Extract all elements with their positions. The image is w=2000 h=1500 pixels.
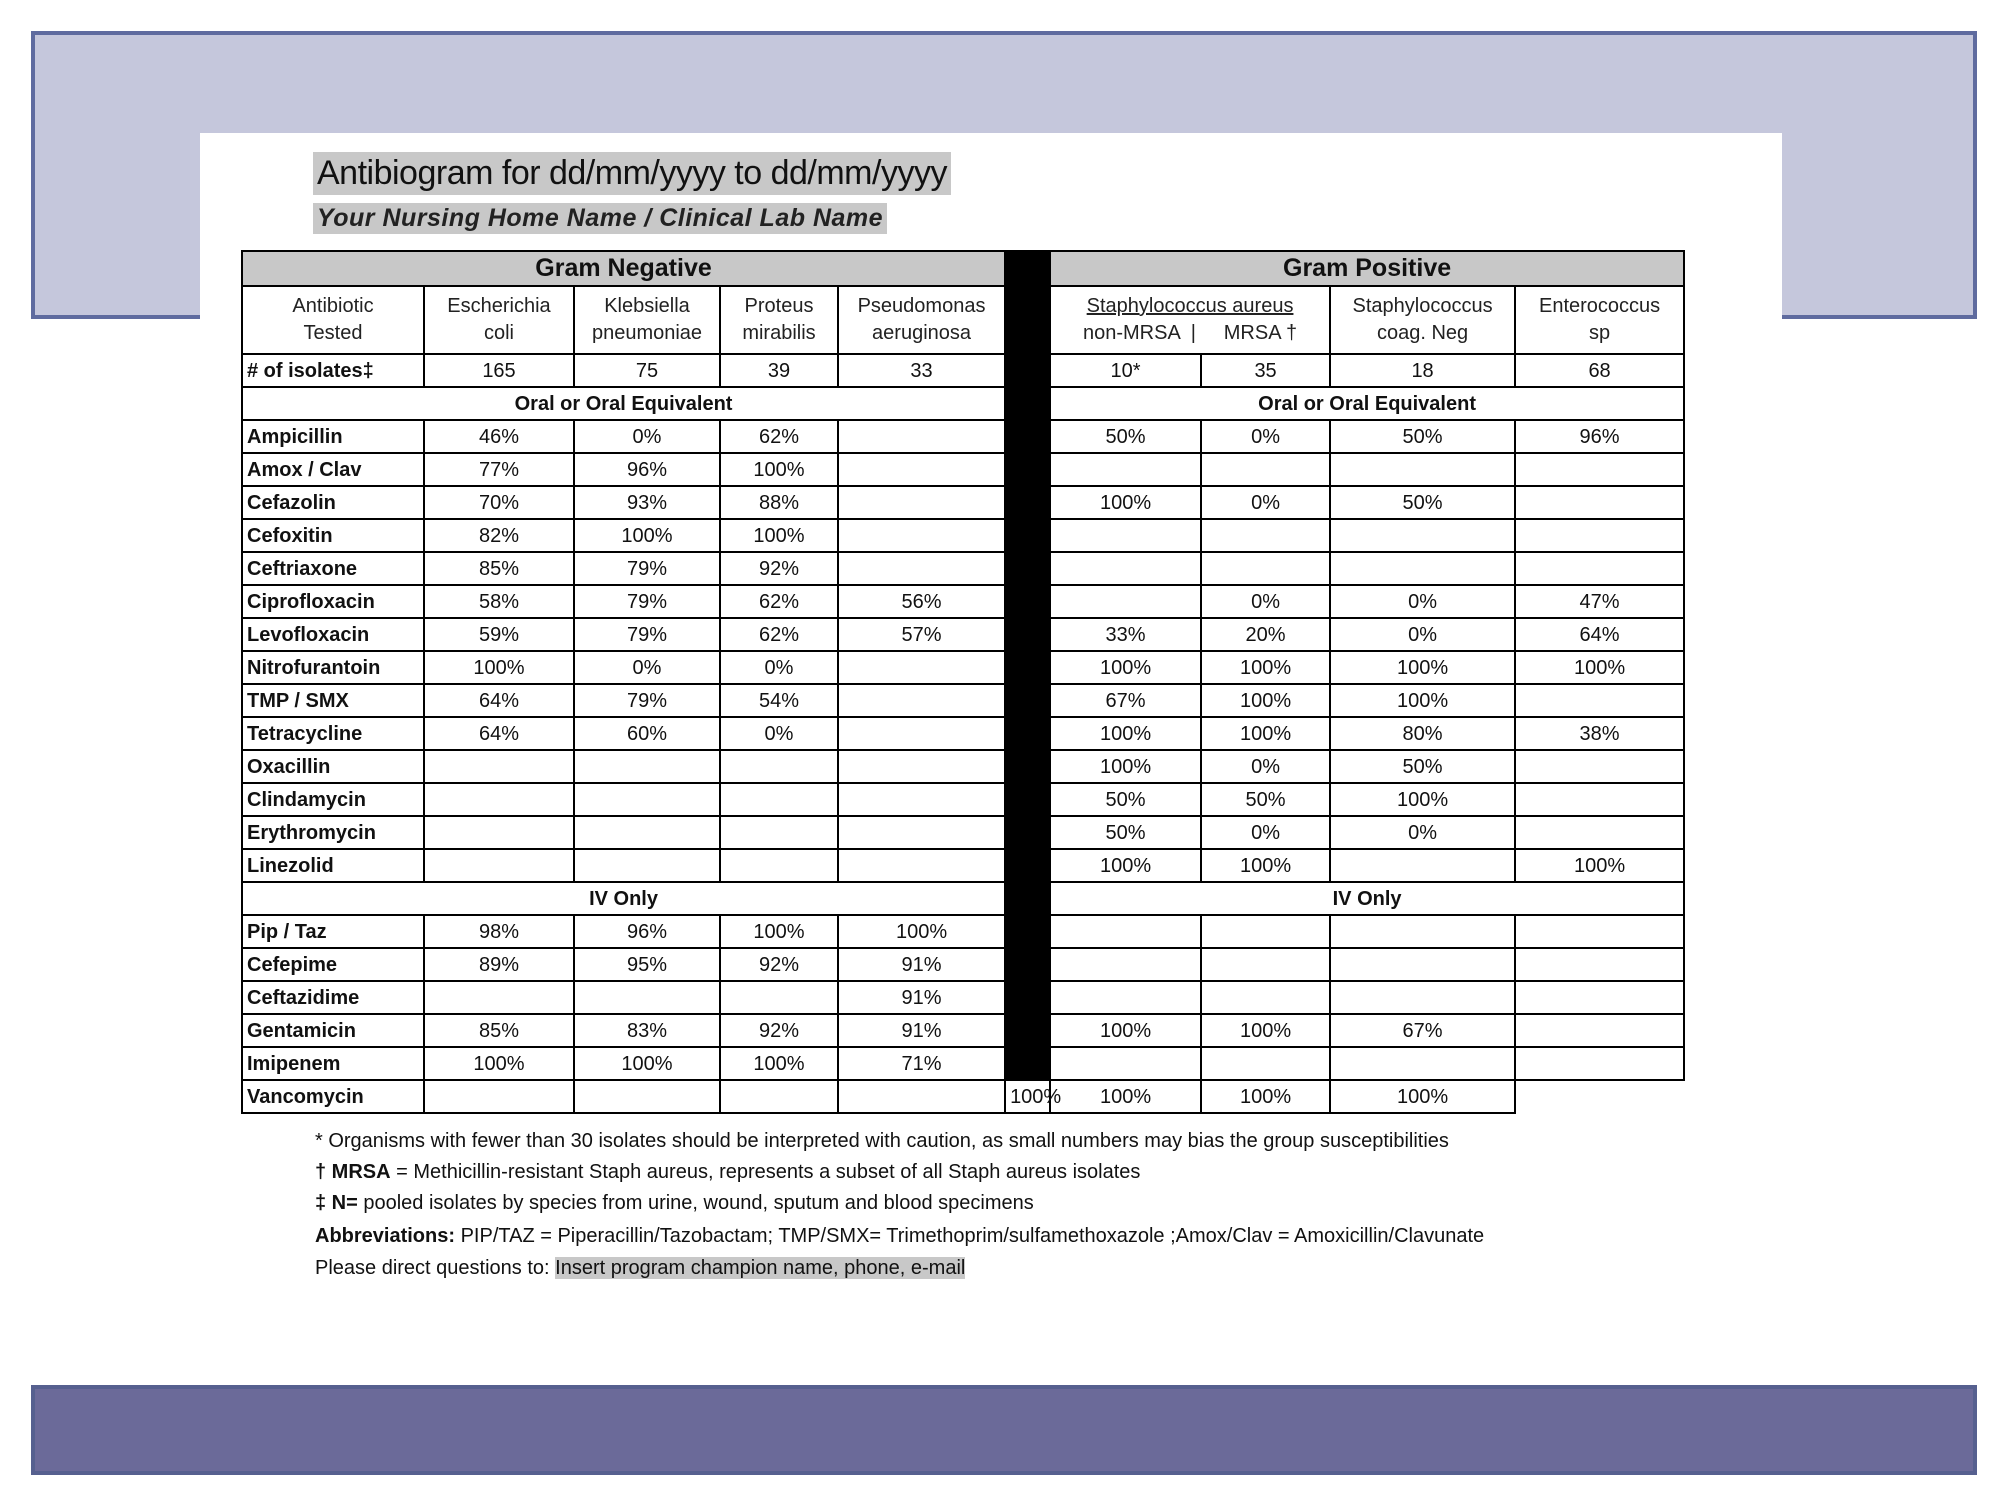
- antibiotic-name: Tetracycline: [242, 717, 424, 750]
- susceptibility-cell: [1050, 915, 1201, 948]
- isolates-count: 35: [1201, 354, 1330, 387]
- antibiotic-name: Cefoxitin: [242, 519, 424, 552]
- susceptibility-cell: 50%: [1050, 783, 1201, 816]
- susceptibility-cell: [1201, 453, 1330, 486]
- header-line: coag. Neg: [1376, 322, 1469, 344]
- isolates-count: 18: [1330, 354, 1515, 387]
- susceptibility-cell: 82%: [424, 519, 574, 552]
- antibiotic-name: Gentamicin: [242, 1014, 424, 1047]
- susceptibility-cell: [1330, 915, 1515, 948]
- susceptibility-cell: [424, 750, 574, 783]
- susceptibility-cell: 0%: [720, 717, 838, 750]
- susceptibility-cell: 58%: [424, 585, 574, 618]
- susceptibility-cell: [1515, 1047, 1684, 1080]
- footnote-mrsa: [315, 1161, 1140, 1184]
- susceptibility-cell: 100%: [1201, 1080, 1330, 1113]
- susceptibility-cell: [1515, 519, 1684, 552]
- table-row: [242, 585, 1684, 618]
- susceptibility-cell: [1515, 552, 1684, 585]
- susceptibility-cell: 64%: [424, 717, 574, 750]
- susceptibility-cell: 100%: [574, 1047, 720, 1080]
- susceptibility-cell: [424, 1080, 574, 1113]
- isolates-count: 39: [720, 354, 838, 387]
- separator-bar: [1005, 251, 1050, 1080]
- species-e-coli: [424, 286, 574, 354]
- header-line: Enterococcus: [1538, 295, 1661, 317]
- susceptibility-cell: [1515, 816, 1684, 849]
- susceptibility-cell: [1515, 750, 1684, 783]
- susceptibility-cell: [1330, 552, 1515, 585]
- susceptibility-cell: [720, 849, 838, 882]
- susceptibility-cell: 50%: [1050, 420, 1201, 453]
- susceptibility-cell: [1330, 849, 1515, 882]
- table-row: [242, 618, 1684, 651]
- footnote-n-symbol: ‡ N=: [315, 1192, 358, 1214]
- species-staph-aureus: [1050, 286, 1330, 354]
- susceptibility-cell: 38%: [1515, 717, 1684, 750]
- susceptibility-cell: 91%: [838, 981, 1005, 1014]
- susceptibility-cell: 100%: [1330, 1080, 1515, 1113]
- susceptibility-cell: 79%: [574, 684, 720, 717]
- susceptibility-cell: 83%: [574, 1014, 720, 1047]
- table-row: [242, 1080, 1684, 1113]
- susceptibility-cell: 100%: [720, 519, 838, 552]
- antibiotic-name: Cefepime: [242, 948, 424, 981]
- susceptibility-cell: [838, 849, 1005, 882]
- susceptibility-cell: [1515, 684, 1684, 717]
- antibiotic-name: Erythromycin: [242, 816, 424, 849]
- antibiotic-name: Ampicillin: [242, 420, 424, 453]
- header-line: Tested: [303, 322, 363, 344]
- section-label: Oral or Oral Equivalent: [1050, 387, 1684, 420]
- susceptibility-cell: 100%: [838, 915, 1005, 948]
- susceptibility-cell: [720, 750, 838, 783]
- susceptibility-cell: [838, 651, 1005, 684]
- susceptibility-cell: [1515, 453, 1684, 486]
- susceptibility-cell: [1201, 915, 1330, 948]
- susceptibility-cell: 95%: [574, 948, 720, 981]
- susceptibility-cell: [1050, 519, 1201, 552]
- antibiotic-name: Ceftazidime: [242, 981, 424, 1014]
- header-line: Klebsiella: [604, 295, 690, 317]
- susceptibility-cell: 100%: [720, 1047, 838, 1080]
- susceptibility-cell: 54%: [720, 684, 838, 717]
- species-staph-coag-neg: [1330, 286, 1515, 354]
- header-line: pneumoniae: [591, 322, 703, 344]
- susceptibility-cell: 100%: [1201, 1014, 1330, 1047]
- susceptibility-cell: 100%: [1201, 717, 1330, 750]
- susceptibility-cell: 0%: [1201, 585, 1330, 618]
- species-proteus: [720, 286, 838, 354]
- susceptibility-cell: 93%: [574, 486, 720, 519]
- susceptibility-cell: 70%: [424, 486, 574, 519]
- group-header-row: [242, 251, 1684, 286]
- susceptibility-cell: 91%: [838, 948, 1005, 981]
- header-line: mirabilis: [742, 322, 816, 344]
- susceptibility-cell: 100%: [1050, 849, 1201, 882]
- table-row: [242, 1047, 1684, 1080]
- header-line: coli: [483, 322, 514, 344]
- susceptibility-cell: 92%: [720, 948, 838, 981]
- susceptibility-cell: 20%: [1201, 618, 1330, 651]
- isolates-count: 165: [424, 354, 574, 387]
- species-klebsiella: [574, 286, 720, 354]
- footnote-abbreviations: [315, 1225, 1484, 1248]
- susceptibility-cell: [424, 783, 574, 816]
- susceptibility-cell: 79%: [574, 585, 720, 618]
- abbreviations-text: PIP/TAZ = Piperacillin/Tazobactam; TMP/SMX= Trimethoprim/sulfamethoxazole ;Amox/Clav = Amoxicillin/Clavunate: [455, 1225, 1485, 1247]
- header-line: non-MRSA | MRSA †: [1082, 322, 1298, 344]
- antibiotic-name: TMP / SMX: [242, 684, 424, 717]
- antibiotic-name: Oxacillin: [242, 750, 424, 783]
- susceptibility-cell: [1050, 981, 1201, 1014]
- antibiotic-name: Vancomycin: [242, 1080, 424, 1113]
- footnote-mrsa-text: = Methicillin-resistant Staph aureus, represents a subset of all Staph aureus isolates: [390, 1161, 1141, 1183]
- susceptibility-cell: [838, 1080, 1005, 1113]
- susceptibility-cell: 88%: [720, 486, 838, 519]
- susceptibility-cell: [574, 849, 720, 882]
- susceptibility-cell: 0%: [1201, 420, 1330, 453]
- susceptibility-cell: 59%: [424, 618, 574, 651]
- susceptibility-cell: 50%: [1050, 816, 1201, 849]
- susceptibility-cell: [574, 981, 720, 1014]
- susceptibility-cell: [1201, 519, 1330, 552]
- footnote-mrsa-symbol: † MRSA: [315, 1161, 391, 1183]
- susceptibility-cell: [574, 750, 720, 783]
- susceptibility-cell: [1515, 948, 1684, 981]
- table-row: [242, 981, 1684, 1014]
- susceptibility-cell: [1201, 552, 1330, 585]
- table-row: [242, 552, 1684, 585]
- footnote-n-text: pooled isolates by species from urine, wound, sputum and blood specimens: [357, 1192, 1034, 1214]
- susceptibility-cell: [838, 552, 1005, 585]
- susceptibility-cell: 0%: [1330, 618, 1515, 651]
- section-row: [242, 882, 1684, 915]
- table-row: [242, 420, 1684, 453]
- susceptibility-cell: 60%: [574, 717, 720, 750]
- susceptibility-cell: 89%: [424, 948, 574, 981]
- susceptibility-cell: 0%: [1330, 816, 1515, 849]
- antibiotic-name: Amox / Clav: [242, 453, 424, 486]
- header-line: Proteus: [744, 295, 814, 317]
- susceptibility-cell: [1330, 948, 1515, 981]
- susceptibility-cell: [1050, 552, 1201, 585]
- isolates-label: # of isolates‡: [242, 354, 424, 387]
- section-label: IV Only: [242, 882, 1005, 915]
- table-row: [242, 684, 1684, 717]
- susceptibility-cell: 62%: [720, 585, 838, 618]
- table-row: [242, 1014, 1684, 1047]
- susceptibility-cell: [1330, 519, 1515, 552]
- section-row: [242, 387, 1684, 420]
- susceptibility-cell: 46%: [424, 420, 574, 453]
- susceptibility-cell: 79%: [574, 552, 720, 585]
- susceptibility-cell: 96%: [1515, 420, 1684, 453]
- susceptibility-cell: [1515, 981, 1684, 1014]
- susceptibility-cell: 100%: [1050, 717, 1201, 750]
- susceptibility-cell: 0%: [574, 651, 720, 684]
- susceptibility-cell: [838, 717, 1005, 750]
- susceptibility-cell: 0%: [720, 651, 838, 684]
- susceptibility-cell: 100%: [1050, 651, 1201, 684]
- isolates-count: 68: [1515, 354, 1684, 387]
- susceptibility-cell: 47%: [1515, 585, 1684, 618]
- susceptibility-cell: 92%: [720, 552, 838, 585]
- susceptibility-cell: 64%: [1515, 618, 1684, 651]
- susceptibility-cell: [838, 519, 1005, 552]
- susceptibility-cell: 100%: [1201, 684, 1330, 717]
- susceptibility-cell: 92%: [720, 1014, 838, 1047]
- susceptibility-cell: [1330, 1047, 1515, 1080]
- susceptibility-cell: 100%: [720, 915, 838, 948]
- susceptibility-cell: [1330, 981, 1515, 1014]
- susceptibility-cell: [1330, 453, 1515, 486]
- table-row: [242, 453, 1684, 486]
- page-title: Antibiogram for dd/mm/yyyy to dd/mm/yyyy: [313, 152, 951, 195]
- susceptibility-cell: 100%: [1515, 651, 1684, 684]
- susceptibility-cell: 77%: [424, 453, 574, 486]
- abbreviations-label: Abbreviations:: [315, 1225, 456, 1247]
- susceptibility-cell: 100%: [1050, 486, 1201, 519]
- table-row: [242, 849, 1684, 882]
- susceptibility-cell: [424, 981, 574, 1014]
- gram-negative-header: Gram Negative: [242, 251, 1005, 286]
- susceptibility-cell: 33%: [1050, 618, 1201, 651]
- footnote-caution: * Organisms with fewer than 30 isolates should be interpreted with caution, as small numbers may bias the group susceptibilities: [315, 1130, 1449, 1152]
- susceptibility-cell: 0%: [1201, 750, 1330, 783]
- susceptibility-cell: 100%: [574, 519, 720, 552]
- susceptibility-cell: 67%: [1330, 1014, 1515, 1047]
- susceptibility-cell: 0%: [1201, 816, 1330, 849]
- susceptibility-cell: [720, 816, 838, 849]
- susceptibility-cell: [838, 783, 1005, 816]
- table-row: [242, 486, 1684, 519]
- susceptibility-cell: 67%: [1050, 684, 1201, 717]
- susceptibility-cell: [574, 816, 720, 849]
- table-row: [242, 915, 1684, 948]
- susceptibility-cell: 100%: [1005, 1080, 1050, 1113]
- isolates-count: 33: [838, 354, 1005, 387]
- susceptibility-cell: 50%: [1201, 783, 1330, 816]
- susceptibility-cell: [838, 816, 1005, 849]
- susceptibility-cell: 50%: [1330, 486, 1515, 519]
- gram-positive-header: Gram Positive: [1050, 251, 1684, 286]
- table-row: [242, 750, 1684, 783]
- susceptibility-cell: [1050, 1047, 1201, 1080]
- susceptibility-cell: [1201, 948, 1330, 981]
- antibiotic-name: Cefazolin: [242, 486, 424, 519]
- footnote-n: [315, 1192, 1034, 1215]
- susceptibility-cell: [574, 783, 720, 816]
- footnote-contact: [315, 1257, 965, 1280]
- susceptibility-cell: 100%: [424, 651, 574, 684]
- header-line: Antibiotic: [292, 295, 374, 317]
- header-line: Staphylococcus: [1352, 295, 1493, 317]
- isolates-count: 75: [574, 354, 720, 387]
- susceptibility-cell: 50%: [1330, 420, 1515, 453]
- susceptibility-cell: [1201, 1047, 1330, 1080]
- susceptibility-cell: 96%: [574, 453, 720, 486]
- susceptibility-cell: 100%: [720, 453, 838, 486]
- species-header-row: [242, 286, 1684, 354]
- header-line: Escherichia: [447, 295, 551, 317]
- susceptibility-cell: [1050, 585, 1201, 618]
- susceptibility-cell: [574, 1080, 720, 1113]
- susceptibility-cell: [1201, 981, 1330, 1014]
- header-line: aeruginosa: [872, 322, 972, 344]
- header-line: sp: [1589, 322, 1611, 344]
- table-row: [242, 816, 1684, 849]
- susceptibility-cell: [720, 783, 838, 816]
- susceptibility-cell: 50%: [1330, 750, 1515, 783]
- susceptibility-cell: [838, 420, 1005, 453]
- antibiotic-name: Levofloxacin: [242, 618, 424, 651]
- table-row: [242, 651, 1684, 684]
- susceptibility-cell: 100%: [1515, 849, 1684, 882]
- susceptibility-cell: 85%: [424, 552, 574, 585]
- susceptibility-cell: 57%: [838, 618, 1005, 651]
- susceptibility-cell: 85%: [424, 1014, 574, 1047]
- species-enterococcus: [1515, 286, 1684, 354]
- slide-bottom-bar: [31, 1385, 1977, 1475]
- susceptibility-cell: [720, 981, 838, 1014]
- susceptibility-cell: 62%: [720, 420, 838, 453]
- susceptibility-cell: [1050, 948, 1201, 981]
- susceptibility-cell: [838, 486, 1005, 519]
- susceptibility-cell: 79%: [574, 618, 720, 651]
- susceptibility-cell: 0%: [1330, 585, 1515, 618]
- header-line: Staphylococcus aureus: [1086, 295, 1294, 317]
- antibiotic-name: Ciprofloxacin: [242, 585, 424, 618]
- section-label: Oral or Oral Equivalent: [242, 387, 1005, 420]
- susceptibility-cell: [1515, 915, 1684, 948]
- susceptibility-cell: 62%: [720, 618, 838, 651]
- table-row: [242, 783, 1684, 816]
- susceptibility-cell: [424, 816, 574, 849]
- page-subtitle: Your Nursing Home Name / Clinical Lab Name: [313, 203, 887, 234]
- susceptibility-cell: [1050, 453, 1201, 486]
- susceptibility-cell: 98%: [424, 915, 574, 948]
- susceptibility-cell: [838, 750, 1005, 783]
- contact-placeholder: Insert program champion name, phone, e-mail: [555, 1257, 966, 1279]
- antibiotic-name: Nitrofurantoin: [242, 651, 424, 684]
- isolates-count: 10*: [1050, 354, 1201, 387]
- susceptibility-cell: 100%: [1201, 849, 1330, 882]
- contact-label: Please direct questions to:: [315, 1257, 556, 1279]
- susceptibility-cell: 100%: [1330, 651, 1515, 684]
- susceptibility-cell: [1515, 1014, 1684, 1047]
- susceptibility-cell: [838, 453, 1005, 486]
- antibiotic-name: Ceftriaxone: [242, 552, 424, 585]
- susceptibility-cell: 100%: [1330, 684, 1515, 717]
- antibiogram-table: [241, 250, 1685, 1114]
- susceptibility-cell: 100%: [1050, 1080, 1201, 1113]
- susceptibility-cell: [1515, 783, 1684, 816]
- section-label: IV Only: [1050, 882, 1684, 915]
- susceptibility-cell: 0%: [574, 420, 720, 453]
- susceptibility-cell: 56%: [838, 585, 1005, 618]
- antibiotic-tested-header: [242, 286, 424, 354]
- antibiotic-name: Clindamycin: [242, 783, 424, 816]
- table-row: [242, 717, 1684, 750]
- table-row: [242, 948, 1684, 981]
- susceptibility-cell: [838, 684, 1005, 717]
- susceptibility-cell: 96%: [574, 915, 720, 948]
- susceptibility-cell: 100%: [424, 1047, 574, 1080]
- susceptibility-cell: 71%: [838, 1047, 1005, 1080]
- susceptibility-cell: 0%: [1201, 486, 1330, 519]
- susceptibility-cell: 64%: [424, 684, 574, 717]
- antibiotic-name: Linezolid: [242, 849, 424, 882]
- susceptibility-cell: [424, 849, 574, 882]
- susceptibility-cell: 91%: [838, 1014, 1005, 1047]
- antibiotic-name: Pip / Taz: [242, 915, 424, 948]
- susceptibility-cell: [1515, 486, 1684, 519]
- antibiotic-name: Imipenem: [242, 1047, 424, 1080]
- susceptibility-cell: 100%: [1050, 1014, 1201, 1047]
- table-row: [242, 519, 1684, 552]
- isolates-row: [242, 354, 1684, 387]
- species-pseudomonas: [838, 286, 1005, 354]
- susceptibility-cell: 100%: [1050, 750, 1201, 783]
- susceptibility-cell: 80%: [1330, 717, 1515, 750]
- susceptibility-cell: 100%: [1201, 651, 1330, 684]
- susceptibility-cell: [720, 1080, 838, 1113]
- susceptibility-cell: 100%: [1330, 783, 1515, 816]
- header-line: Pseudomonas: [857, 295, 986, 317]
